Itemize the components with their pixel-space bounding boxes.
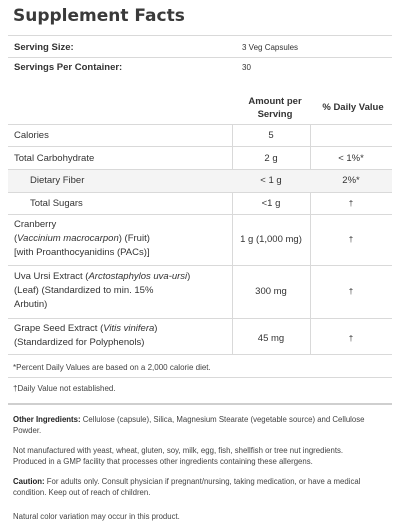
ingredient-amount-grape-seed: 45 mg (257, 333, 285, 344)
nutrient-name-carbohydrate: Total Carbohydrate (14, 153, 95, 164)
caution-label: Caution: (13, 477, 45, 486)
serving-size-value: 3 Veg Capsules (242, 43, 299, 52)
amount-header-line1: Amount per (248, 96, 302, 107)
other-ingredients (13, 414, 393, 436)
cranberry-line2: (Vaccinium macrocarpon) (Fruit) (14, 233, 150, 244)
serving-size-label: Serving Size: (14, 42, 74, 53)
divider-thick (8, 403, 392, 405)
nutrient-dv-carbohydrate: < 1%* (338, 153, 364, 164)
nutrient-amount-carbohydrate: 2 g (264, 153, 278, 164)
uva-ursi-line2: (Leaf) (Standardized to min. 15% (14, 285, 154, 296)
other-ingredients-text-line2: Powder. (13, 426, 42, 435)
daily-value-header: % Daily Value (322, 102, 384, 113)
nutrient-amount-calories: 5 (268, 130, 274, 141)
divider (8, 354, 392, 355)
uva-ursi-post: ) (187, 271, 191, 282)
servings-per-container-label: Servings Per Container: (14, 62, 123, 73)
divider (8, 35, 392, 36)
allergen-statement (13, 445, 397, 467)
uva-ursi-latin-name: Arctostaphylos uva-ursi (88, 271, 188, 282)
divider (8, 377, 392, 378)
ingredient-dv-uva-ursi: † (348, 287, 354, 296)
servings-per-container-value: 30 (242, 63, 251, 72)
divider (8, 124, 392, 125)
other-ingredients-text: Cellulose (capsule), Silica, Magnesium Stearate (vegetable source) and Cellulose (80, 415, 365, 424)
allergen-line1: Not manufactured with yeast, wheat, gluten, soy, milk, egg, fish, shellfish or tree nut ingredients. (13, 446, 344, 455)
divider (8, 146, 392, 147)
grape-seed-line1 (14, 322, 230, 336)
footnote-percent-dv: *Percent Daily Values are based on a 2,000 calorie diet. (13, 363, 211, 372)
ingredient-dv-cranberry: † (348, 235, 354, 244)
nutrient-dv-fiber: 2%* (342, 175, 360, 186)
ingredient-name-grape-seed (14, 322, 230, 350)
amount-header-line2: Serving (257, 109, 293, 120)
ingredient-dv-grape-seed: † (348, 334, 354, 343)
grape-seed-pre: Grape Seed Extract ( (14, 323, 104, 334)
uva-ursi-line3: Arbutin) (14, 299, 48, 310)
caution-statement (13, 476, 397, 498)
grape-seed-post: ) (154, 323, 158, 334)
ingredient-amount-uva-ursi: 300 mg (255, 286, 287, 297)
divider (8, 318, 392, 319)
nutrient-name-sugars: Total Sugars (30, 198, 83, 209)
page-title: Supplement Facts (13, 6, 185, 26)
cranberry-latin-name: Vaccinium macrocarpon (17, 233, 119, 244)
cranberry-line1: Cranberry (14, 219, 57, 230)
nutrient-amount-fiber: < 1 g (260, 175, 282, 186)
ingredient-name-uva-ursi (14, 270, 230, 312)
color-variation-note: Natural color variation may occur in this product. (13, 512, 180, 521)
nutrient-name-calories: Calories (14, 130, 49, 141)
divider (8, 192, 392, 193)
ingredient-amount-cranberry: 1 g (1,000 mg) (240, 234, 302, 245)
caution-text-line2: condition. Keep out of reach of children. (13, 488, 151, 497)
divider (8, 57, 392, 58)
uva-ursi-line1 (14, 270, 230, 284)
divider (8, 265, 392, 266)
nutrient-amount-sugars: <1 g (261, 198, 281, 209)
footnote-dv-not-established: †Daily Value not established. (13, 384, 116, 393)
ingredient-name-cranberry (14, 218, 230, 260)
nutrient-name-fiber: Dietary Fiber (30, 175, 85, 186)
other-ingredients-label: Other Ingredients: (13, 415, 81, 424)
cranberry-line3: [with Proanthocyanidins (PACs)] (14, 247, 150, 258)
caution-text: For adults only. Consult physician if pregnant/nursing, taking medication, or have a medical (44, 477, 361, 486)
cranberry-part: (Fruit) (121, 233, 150, 244)
divider (8, 214, 392, 215)
uva-ursi-pre: Uva Ursi Extract ( (14, 271, 89, 282)
grape-seed-line2: (Standardized for Polyphenols) (14, 337, 145, 348)
amount-per-serving-header (240, 95, 310, 121)
nutrient-dv-sugars: † (348, 199, 354, 208)
grape-seed-latin-name: Vitis vinifera (103, 323, 155, 334)
allergen-line2: Produced in a GMP facility that processes other ingredients containing these allergens. (13, 457, 313, 466)
